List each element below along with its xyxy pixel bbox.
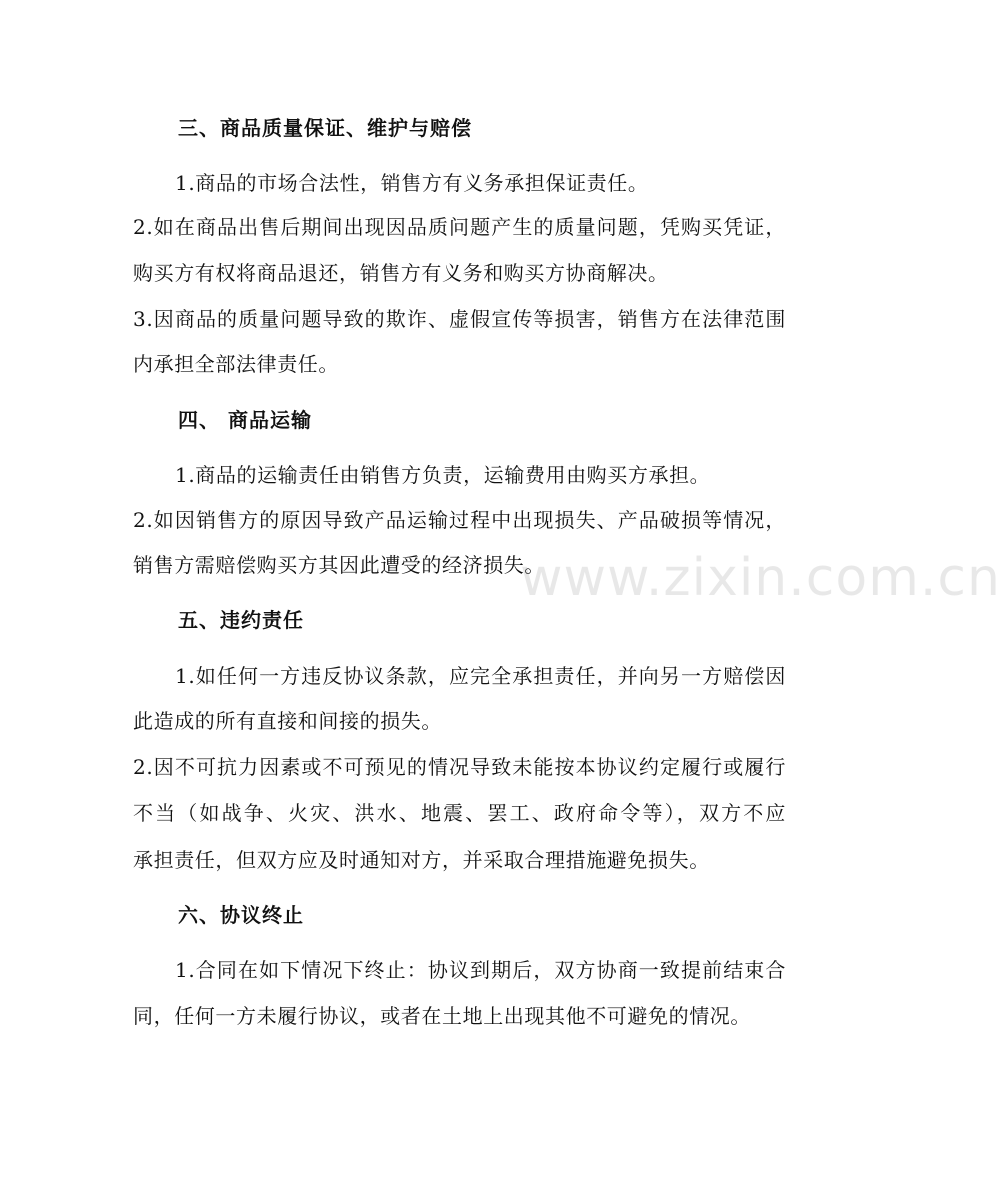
paragraph-line: 购买方有权将商品退还，销售方有义务和购买方协商解决。 [133,261,669,285]
paragraph-line: 2.因不可抗力因素或不可预见的情况导致未能按本协议约定履行或履行 [133,755,786,779]
paragraph-line: 1.商品的运输责任由销售方负责，运输费用由购买方承担。 [175,463,711,487]
paragraph-line: 承担责任，但双方应及时通知对方，并采取合理措施避免损失。 [133,848,710,872]
watermark: www.zixin.com.cn [520,548,1001,608]
section-heading: 六、协议终止 [178,903,304,927]
paragraph-line: 1.商品的市场合法性，销售方有义务承担保证责任。 [175,171,649,195]
paragraph-line: 1.合同在如下情况下终止：协议到期后，双方协商一致提前结束合 [175,958,786,982]
paragraph-line: 销售方需赔偿购买方其因此遭受的经济损失。 [133,553,545,577]
section-heading: 五、违约责任 [178,608,304,632]
paragraph-line: 3.因商品的质量问题导致的欺诈、虚假宣传等损害，销售方在法律范围 [133,307,786,331]
paragraph-line: 2.如因销售方的原因导致产品运输过程中出现损失、产品破损等情况， [133,508,786,532]
paragraph-line: 2.如在商品出售后期间出现因品质问题产生的质量问题，凭购买凭证， [133,215,786,239]
paragraph-line: 1.如任何一方违反协议条款，应完全承担责任，并向另一方赔偿因 [175,664,786,688]
paragraph-line: 此造成的所有直接和间接的损失。 [133,709,442,733]
paragraph-line: 内承担全部法律责任。 [133,352,339,376]
section-heading: 三、商品质量保证、维护与赔偿 [178,116,472,140]
section-heading: 四、 商品运输 [178,408,312,432]
paragraph-line: 不当（如战争、火灾、洪水、地震、罢工、政府命令等），双方不应 [133,801,786,825]
paragraph-line: 同，任何一方未履行协议，或者在土地上出现其他不可避免的情况。 [133,1004,751,1028]
